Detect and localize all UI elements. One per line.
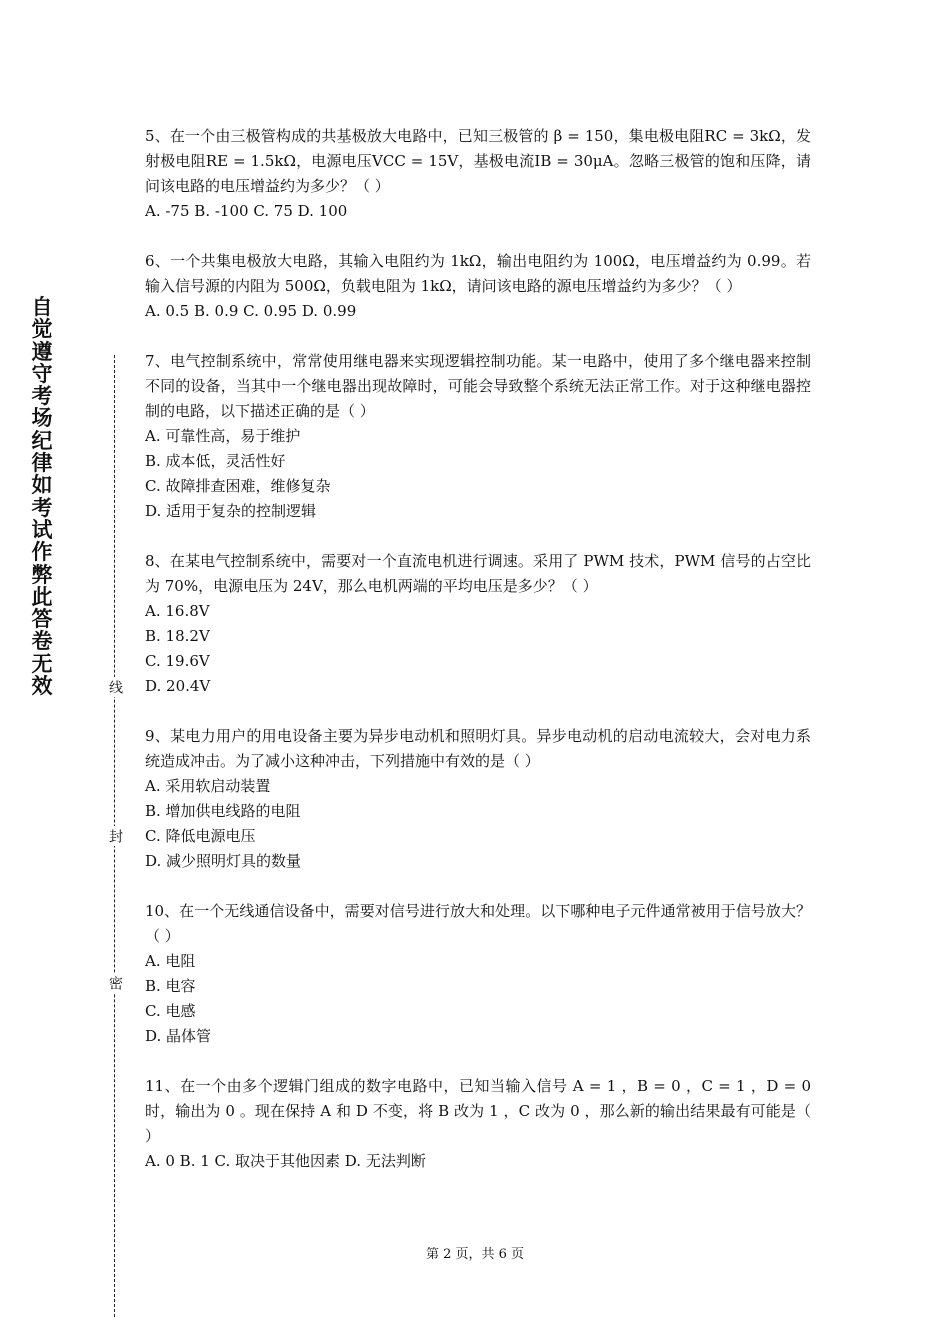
question-list	[145, 124, 811, 1199]
option-c: C. 19.6V	[145, 652, 210, 670]
question-text: 10、在一个无线通信设备中，需要对信号进行放大和处理。以下哪种电子元件通常被用于信号放大？（ ）	[145, 902, 811, 945]
option-b: B. 18.2V	[145, 627, 210, 645]
question-7	[145, 349, 811, 524]
question-9	[145, 724, 811, 874]
option-c: C. 故障排查困难，维修复杂	[145, 477, 331, 495]
option-a: A. 采用软启动装置	[145, 777, 271, 795]
question-options: A. 0 B. 1 C. 取决于其他因素 D. 无法判断	[145, 1152, 426, 1170]
question-text: 11、在一个由多个逻辑门组成的数字电路中，已知当输入信号 A = 1 ，B = 0 ，C = 1 ，D = 0 时，输出为 0 。现在保持 A 和 D 不变，将 B 改为 1 ，C 改为 0 ，那么新的输出结果最有可能是（ ）	[145, 1077, 811, 1145]
question-text: 5、在一个由三极管构成的共基极放大电路中，已知三极管的 β = 150，集电极电阻RC = 3kΩ，发射极电阻RE = 1.5kΩ，电源电压VCC = 15V，基极电流IB = 30μA。忽略三极管的饱和压降，请问该电路的电压增益约为多少？（ ）	[145, 127, 811, 195]
cut-label-secret: 密	[106, 973, 124, 993]
question-11	[145, 1074, 811, 1174]
option-c: C. 电感	[145, 1002, 196, 1020]
question-text: 7、电气控制系统中，常常使用继电器来实现逻辑控制功能。某一电路中，使用了多个继电器来控制不同的设备，当其中一个继电器出现故障时，可能会导致整个系统无法正常工作。对于这种继电器控制的电路，以下描述正确的是（ ）	[145, 352, 811, 420]
question-options: A. 0.5 B. 0.9 C. 0.95 D. 0.99	[145, 302, 357, 320]
option-a: A. 电阻	[145, 952, 196, 970]
option-a: A. 16.8V	[145, 602, 210, 620]
cut-label-line: 线	[106, 677, 124, 697]
option-b: B. 增加供电线路的电阻	[145, 802, 301, 820]
option-a: A. 可靠性高，易于维护	[145, 427, 301, 445]
exam-discipline-notice: 自觉遵守考场纪律如考试作弊此答卷无效	[31, 295, 53, 699]
cut-label-seal: 封	[106, 826, 124, 846]
question-text: 8、在某电气控制系统中，需要对一个直流电机进行调速。采用了 PWM 技术，PWM 信号的占空比为 70%，电源电压为 24V，那么电机两端的平均电压是多少？（ ）	[145, 552, 811, 595]
option-d: D. 20.4V	[145, 677, 211, 695]
question-6	[145, 249, 811, 324]
option-d: D. 晶体管	[145, 1027, 212, 1045]
question-5	[145, 124, 811, 224]
option-d: D. 适用于复杂的控制逻辑	[145, 502, 317, 520]
question-text: 9、某电力用户的用电设备主要为异步电动机和照明灯具。异步电动机的启动电流较大，会对电力系统造成冲击。为了减小这种冲击，下列措施中有效的是（ ）	[145, 727, 811, 770]
option-c: C. 降低电源电压	[145, 827, 256, 845]
option-d: D. 减少照明灯具的数量	[145, 852, 302, 870]
page-footer: 第 2 页，共 6 页	[425, 1247, 525, 1262]
question-text: 6、一个共集电极放大电路，其输入电阻约为 1kΩ，输出电阻约为 100Ω，电压增益约为 0.99。若输入信号源的内阻为 500Ω，负载电阻为 1kΩ，请问该电路的源电压增益约为多少？（ ）	[145, 252, 811, 295]
question-options: A. -75 B. -100 C. 75 D. 100	[145, 202, 348, 220]
question-8	[145, 549, 811, 699]
option-b: B. 电容	[145, 977, 196, 995]
question-10	[145, 899, 811, 1049]
option-b: B. 成本低，灵活性好	[145, 452, 286, 470]
